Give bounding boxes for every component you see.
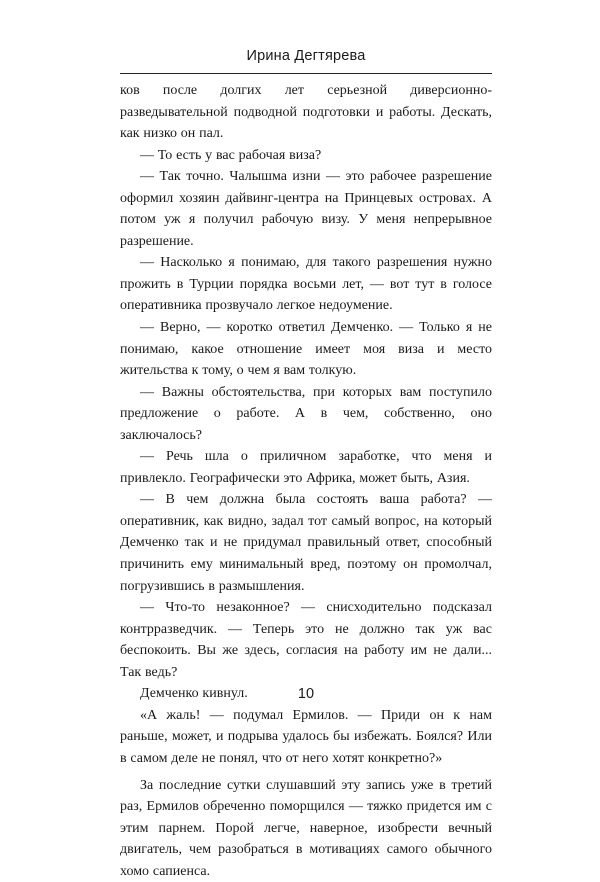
paragraph: ков после долгих лет серьезной диверсионно-разведывательной подводной подготовки и работы. Дескать, как низко он пал.: [120, 80, 492, 145]
paragraph: Демченко кивнул.: [120, 683, 492, 705]
paragraph: «А жаль! — подумал Ермилов. — Приди он к нам раньше, может, и подрыва удалось бы избежать. Боялся? Или в самом деле не понял, что от него хотят конкретно?»: [120, 705, 492, 770]
page-number: 10: [120, 686, 492, 702]
paragraph: — То есть у вас рабочая виза?: [120, 145, 492, 167]
paragraph: — Речь шла о приличном заработке, что меня и привлекло. Географически это Африка, может быть, Азия.: [120, 446, 492, 489]
paragraph: — Верно, — коротко ответил Демченко. — Только я не понимаю, какое отношение имеет моя виза и место жительства к тому, о чем я вам толкую.: [120, 317, 492, 382]
body-text: [120, 80, 492, 882]
paragraph: — В чем должна была состоять ваша работа? — оперативник, как видно, задал тот самый вопрос, на который Демченко так и не придумал правильный ответ, способный причинить ему минимальный вред, поэтому он промолчал, погрузившись в размышления.: [120, 489, 492, 597]
running-header-author: Ирина Дегтярева: [120, 47, 492, 65]
paragraph: — Насколько я понимаю, для такого разрешения нужно прожить в Турции порядка восьми лет, — вот тут в голосе оперативника прозвучало легкое недоумение.: [120, 252, 492, 317]
paragraph: — Что-то незаконное? — снисходительно подсказал контрразведчик. — Теперь это не должно так уж вас беспокоить. Вы же здесь, согласия на работу им не дали... Так ведь?: [120, 597, 492, 683]
paragraph: За последние сутки слушавший эту запись уже в третий раз, Ермилов обреченно поморщился — тяжко придется им с этим парнем. Порой легче, наверное, изобрести вечный двигатель, чем разобраться в мотивациях самого обычного хомо сапиенса.: [120, 775, 492, 882]
header-rule: [120, 73, 492, 74]
paragraph: — Так точно. Чалышма изни — это рабочее разрешение оформил хозяин дайвинг-центра на Принцевых островах. А потом уж я получил рабочую визу. У меня непрерывное разрешение.: [120, 166, 492, 252]
paragraph: — Важны обстоятельства, при которых вам поступило предложение о работе. А в чем, собственно, оно заключалось?: [120, 382, 492, 447]
